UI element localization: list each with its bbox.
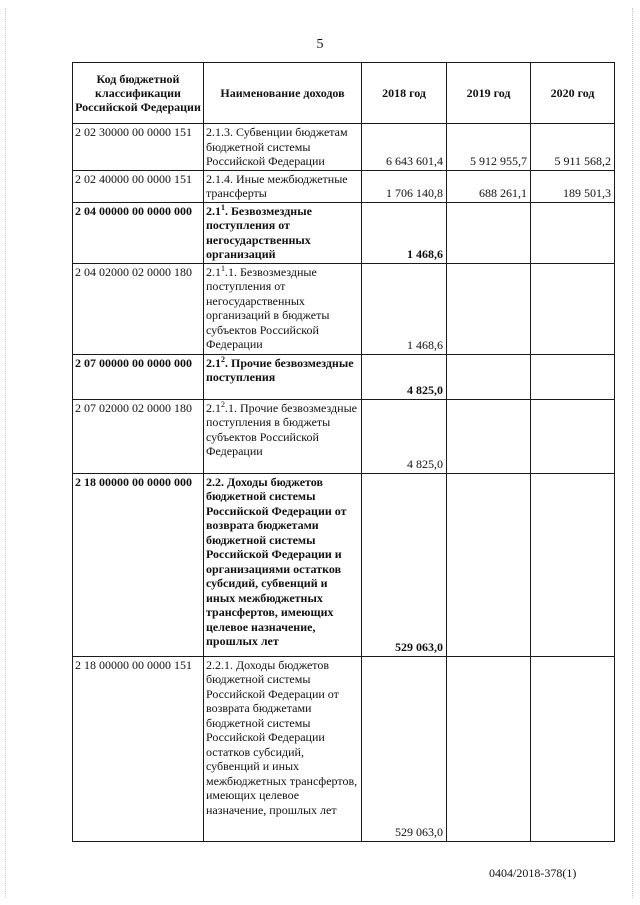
table-row (73, 124, 615, 171)
item-number-prefix: 2.1 (206, 400, 221, 415)
cell-name (204, 399, 362, 473)
cell-name (204, 354, 362, 399)
cell-year-2018: 1 706 140,8 (362, 170, 447, 202)
table-row (73, 354, 615, 399)
item-number-superscript: 1 (221, 202, 225, 212)
cell-year-2020 (531, 656, 615, 841)
table-row (73, 170, 615, 202)
cell-name (204, 124, 362, 171)
cell-year-2018: 529 063,0 (362, 656, 447, 841)
item-number-superscript: 1 (221, 263, 225, 273)
item-number-superscript: 2 (221, 399, 225, 409)
cell-name (204, 656, 362, 841)
cell-name (204, 263, 362, 354)
table-row (73, 399, 615, 473)
budget-table (72, 62, 615, 842)
table-header-row (73, 63, 615, 124)
income-name: Прочие безвозмездные поступления в бюджеты субъектов Российской Федерации (206, 400, 357, 458)
cell-year-2019 (447, 656, 531, 841)
cell-year-2018: 4 825,0 (362, 354, 447, 399)
income-name: 2.1.4. Иные межбюджетные трансферты (206, 171, 348, 200)
cell-code: 2 02 30000 00 0000 151 (73, 124, 204, 171)
cell-year-2018: 1 468,6 (362, 202, 447, 263)
item-number-superscript: 2 (221, 354, 225, 364)
income-name: Прочие безвозмездные поступления (206, 355, 354, 384)
header-name: Наименование доходов (204, 63, 362, 124)
cell-year-2020 (531, 202, 615, 263)
table-row (73, 202, 615, 263)
income-name: 2.2.1. Доходы бюджетов бюджетной системы Российской Федерации от возврата бюджетами бюджетной системы Российской Федерации остатков субсидий, субвенций и иных межбюджетных трансфертов, имеющих целевое назначение, прошлых лет (206, 657, 358, 817)
cell-year-2020: 189 501,3 (531, 170, 615, 202)
table-row (73, 263, 615, 354)
income-name: 2.1.3. Субвенции бюджетам бюджетной системы Российской Федерации (206, 125, 348, 168)
income-name: Безвозмездные поступления от негосударственных организаций (206, 203, 312, 261)
cell-year-2020 (531, 473, 615, 656)
cell-name (204, 473, 362, 656)
cell-year-2020: 5 911 568,2 (531, 124, 615, 171)
cell-year-2019 (447, 202, 531, 263)
cell-year-2019: 5 912 955,7 (447, 124, 531, 171)
cell-year-2020 (531, 354, 615, 399)
cell-code: 2 04 02000 02 0000 180 (73, 263, 204, 354)
cell-year-2018: 529 063,0 (362, 473, 447, 656)
cell-name (204, 202, 362, 263)
header-2020: 2020 год (531, 63, 615, 124)
cell-year-2020 (531, 263, 615, 354)
header-2018: 2018 год (362, 63, 447, 124)
cell-year-2019 (447, 263, 531, 354)
cell-year-2019 (447, 399, 531, 473)
document-code: 0404/2018-378(1) (489, 866, 577, 880)
table-row (73, 656, 615, 841)
table-body (73, 124, 615, 842)
cell-name (204, 170, 362, 202)
item-number-suffix: .1. (225, 264, 237, 279)
cell-year-2019: 688 261,1 (447, 170, 531, 202)
cell-year-2019 (447, 473, 531, 656)
page-number: 5 (316, 37, 324, 52)
item-number-prefix: 2.1 (206, 203, 221, 218)
scan-edge-marks-left (5, 8, 6, 898)
cell-code: 2 18 00000 00 0000 151 (73, 656, 204, 841)
cell-code: 2 02 40000 00 0000 151 (73, 170, 204, 202)
cell-year-2019 (447, 354, 531, 399)
cell-code: 2 18 00000 00 0000 000 (73, 473, 204, 656)
cell-code: 2 07 02000 02 0000 180 (73, 399, 204, 473)
header-code: Код бюджетной классификации Российской Федерации (73, 63, 204, 124)
header-2019: 2019 год (447, 63, 531, 124)
cell-code: 2 04 00000 00 0000 000 (73, 202, 204, 263)
cell-year-2018: 6 643 601,4 (362, 124, 447, 171)
table-row (73, 473, 615, 656)
cell-code: 2 07 00000 00 0000 000 (73, 354, 204, 399)
scan-edge-marks-right (632, 8, 633, 898)
cell-year-2020 (531, 399, 615, 473)
cell-year-2018: 1 468,6 (362, 263, 447, 354)
income-name: 2.2. Доходы бюджетов бюджетной системы Российской Федерации от возврата бюджетами бюджетной системы Российской Федерации и организациями остатков субсидий, субвенций и иных межбюджетных трансфертов, имеющих целевое назначение, прошлых лет (206, 474, 347, 648)
item-number-prefix: 2.1 (206, 355, 221, 370)
item-number-suffix: . (225, 203, 228, 218)
item-number-prefix: 2.1 (206, 264, 221, 279)
item-number-suffix: .1. (225, 400, 237, 415)
cell-year-2018: 4 825,0 (362, 399, 447, 473)
income-name: Безвозмездные поступления от негосударственных организаций в бюджеты субъектов Российской Федерации (206, 264, 330, 351)
item-number-suffix: . (225, 355, 228, 370)
